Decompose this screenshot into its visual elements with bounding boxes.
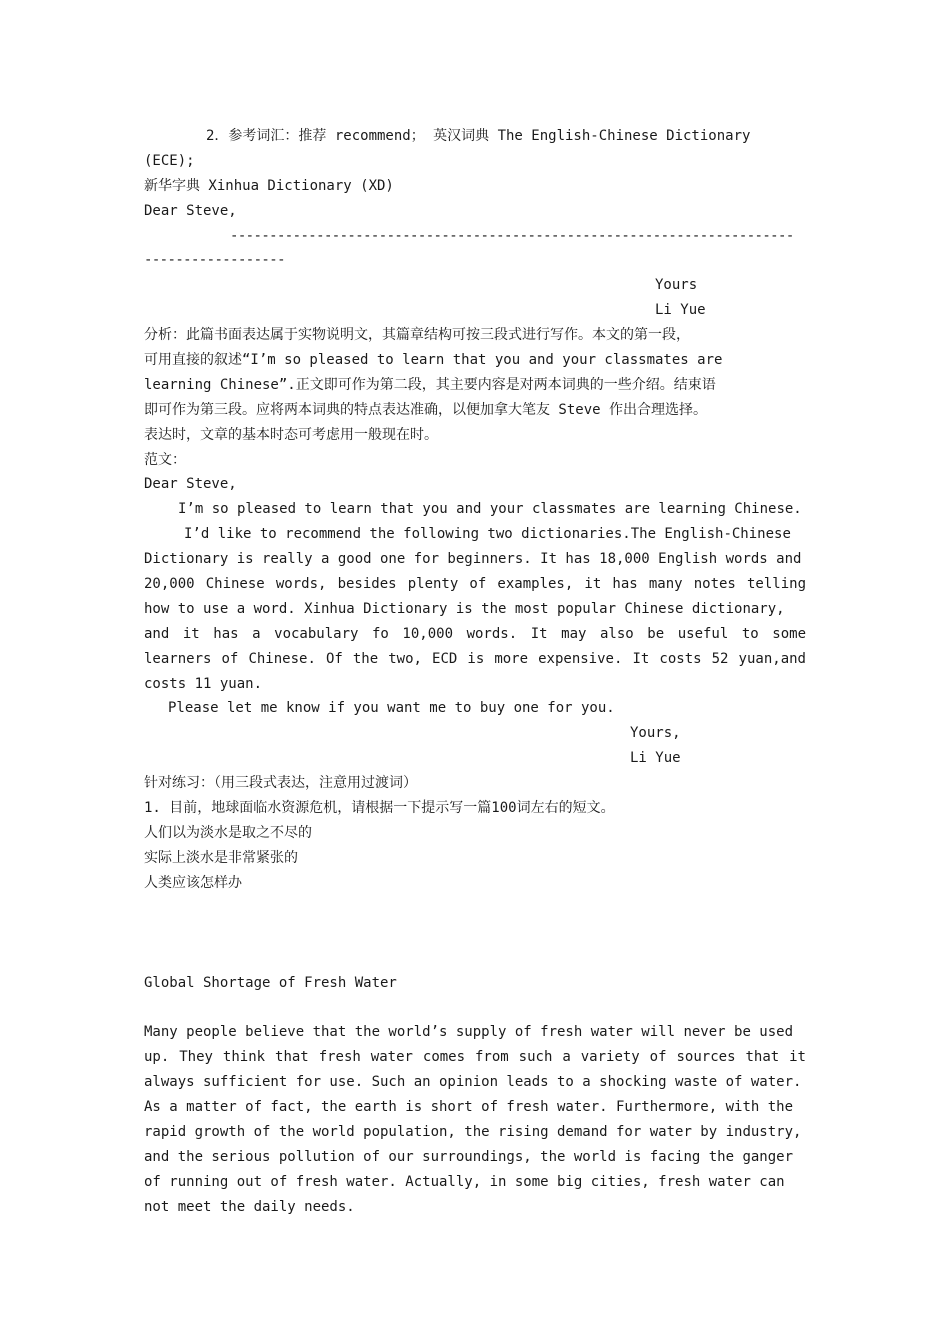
essay-line: not meet the daily needs.: [144, 1198, 355, 1215]
essay-line: rapid growth of the world population, the rising demand for water by industry,: [144, 1123, 802, 1140]
essay-title: Global Shortage of Fresh Water: [144, 974, 397, 991]
letter-closing: Yours,: [630, 725, 681, 742]
sample-paragraph: Dictionary is really a good one for beginners. It has 18,000 English words and: [144, 551, 802, 568]
letter-signature: Li Yue: [655, 302, 706, 319]
exercise-question: 1. 目前，地球面临水资源危机，请根据一下提示写一篇100词左右的短文。: [144, 800, 615, 817]
sample-paragraph: costs 11 yuan.: [144, 675, 263, 692]
document-page: [144, 124, 806, 1220]
sample-paragraph: 20,000 Chinese words, besides plenty of examples, it has many notes telling: [144, 576, 806, 593]
analysis-line: 分析：此篇书面表达属于实物说明文，其篇章结构可按三段式进行写作。本文的第一段，: [144, 327, 690, 344]
exercise-label: 针对练习：（用三段式表达，注意用过渡词）: [144, 775, 417, 792]
analysis-line: learning Chinese”.正文即可作为第二段，其主要内容是对两本词典的一些介绍。结束语: [144, 376, 716, 393]
ref-vocab-line: (ECE);: [144, 152, 195, 169]
sample-paragraph: learners of Chinese. Of the two, ECD is more expensive. It costs 52 yuan,and: [144, 650, 806, 667]
sample-paragraph: I’d like to recommend the following two dictionaries.The English-Chinese: [184, 526, 791, 543]
sample-paragraph: and it has a vocabulary fo 10,000 words. It may also be useful to some: [144, 625, 806, 642]
sample-label: 范文：: [144, 451, 186, 468]
analysis-line: 表达时，文章的基本时态可考虑用一般现在时。: [144, 426, 438, 443]
letter-signature: Li Yue: [630, 750, 681, 767]
answer-blank-line: ------------------: [144, 252, 285, 269]
essay-line: and the serious pollution of our surroundings, the world is facing the ganger: [144, 1148, 794, 1165]
answer-blank-line: ------------------------------------------------------------------------: [230, 227, 794, 244]
ref-vocab-line: 新华字典 Xinhua Dictionary (XD): [144, 177, 394, 194]
essay-line: always sufficient for use. Such an opinion leads to a shocking waste of water.: [144, 1074, 802, 1091]
hint-line: 人类应该怎样办: [144, 874, 242, 891]
analysis-line: 即可作为第三段。应将两本词典的特点表达准确，以便加拿大笔友 Steve 作出合理选择。: [144, 401, 707, 418]
sample-paragraph: Please let me know if you want me to buy one for you.: [168, 700, 615, 717]
essay-line: of running out of fresh water. Actually, in some big cities, fresh water can: [144, 1173, 785, 1190]
hint-line: 实际上淡水是非常紧张的: [144, 849, 298, 866]
letter-greeting: Dear Steve,: [144, 476, 237, 493]
essay-line: up. They think that fresh water comes from such a variety of sources that it: [144, 1049, 806, 1066]
hint-line: 人们以为淡水是取之不尽的: [144, 824, 312, 841]
essay-line: As a matter of fact, the earth is short of fresh water. Furthermore, with the: [144, 1099, 794, 1116]
sample-paragraph: how to use a word. Xinhua Dictionary is the most popular Chinese dictionary,: [144, 600, 785, 617]
analysis-line: 可用直接的叙述“I’m so pleased to learn that you and your classmates are: [144, 352, 723, 369]
letter-greeting: Dear Steve,: [144, 202, 237, 219]
essay-line: Many people believe that the world’s supply of fresh water will never be used: [144, 1024, 794, 1041]
sample-paragraph: I’m so pleased to learn that you and your classmates are learning Chinese.: [178, 501, 802, 518]
ref-vocab-line: 2．参考词汇：推荐 recommend； 英汉词典 The English-Chinese Dictionary: [206, 128, 751, 144]
letter-closing: Yours: [655, 277, 698, 294]
